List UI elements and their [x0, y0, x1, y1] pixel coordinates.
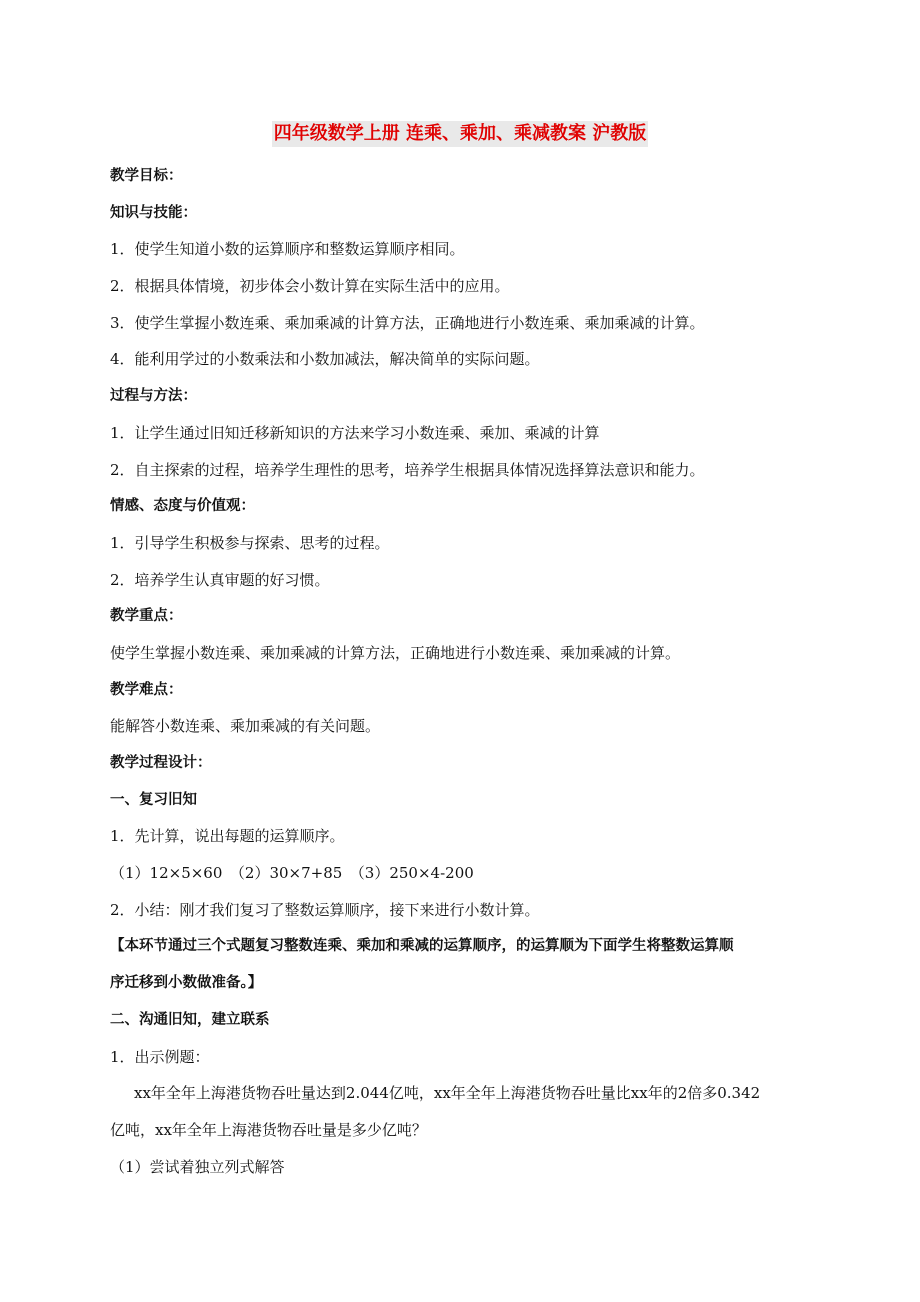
paragraph: 使学生掌握小数连乘、乘加乘减的计算方法，正确地进行小数连乘、乘加乘减的计算。: [110, 643, 681, 662]
heading-emotion-values: 情感、态度与价值观：: [110, 498, 255, 515]
example-problem-continued: 亿吨，xx年全年上海港货物吞吐量是多少亿吨？: [110, 1120, 427, 1139]
exercise-expressions: （1）12×5×60 （2）30×7+85 （3）250×4-200: [110, 864, 474, 883]
paragraph: 1．先计算，说出每题的运算顺序。: [110, 827, 345, 846]
paragraph: 4．能利用学过的小数乘法和小数加减法，解决简单的实际问题。: [110, 350, 540, 369]
note-paragraph: 【本环节通过三个式题复习整数连乘、乘加和乘减的运算顺序，的运算顺为下面学生将整数运算顺: [110, 938, 734, 955]
paragraph: 1．让学生通过旧知迁移新知识的方法来学习小数连乘、乘加、乘减的计算: [110, 423, 600, 442]
example-problem: xx年全年上海港货物吞吐量达到2.044亿吨，xx年全年上海港货物吞吐量比xx年的2倍多0.342: [134, 1084, 761, 1103]
heading-process-design: 教学过程设计：: [110, 755, 212, 771]
paragraph: 1．出示例题：: [110, 1047, 210, 1066]
heading-connect-knowledge: 二、沟通旧知，建立联系: [110, 1011, 270, 1028]
heading-process-method: 过程与方法：: [110, 388, 197, 405]
paragraph: 能解答小数连乘、乘加乘减的有关问题。: [110, 717, 381, 736]
paragraph: 1．引导学生积极参与探索、思考的过程。: [110, 533, 390, 552]
paragraph: 3．使学生掌握小数连乘、乘加乘减的计算方法，正确地进行小数连乘、乘加乘减的计算。: [110, 313, 705, 332]
heading-review: 一、复习旧知: [110, 791, 197, 808]
note-paragraph: 序迁移到小数做准备。】: [110, 975, 263, 992]
paragraph: 2．培养学生认真审题的好习惯。: [110, 570, 330, 589]
paragraph: 1．使学生知道小数的运算顺序和整数运算顺序相同。: [110, 240, 465, 259]
paragraph: 2．小结：刚才我们复习了整数运算顺序，接下来进行小数计算。: [110, 900, 540, 919]
heading-difficulties: 教学难点：: [110, 681, 183, 698]
heading-key-points: 教学重点：: [110, 608, 183, 625]
heading-teaching-goals: 教学目标：: [110, 168, 183, 184]
document-title: 四年级数学上册 连乘、乘加、乘减教案 沪教版: [272, 121, 649, 147]
paragraph: （1）尝试着独立列式解答: [110, 1157, 285, 1176]
heading-knowledge-skills: 知识与技能：: [110, 204, 197, 221]
paragraph: 2．自主探索的过程，培养学生理性的思考，培养学生根据具体情况选择算法意识和能力。: [110, 460, 705, 479]
document-title-wrap: [0, 121, 920, 147]
paragraph: 2．根据具体情境，初步体会小数计算在实际生活中的应用。: [110, 277, 510, 296]
document-body: [110, 158, 830, 1185]
